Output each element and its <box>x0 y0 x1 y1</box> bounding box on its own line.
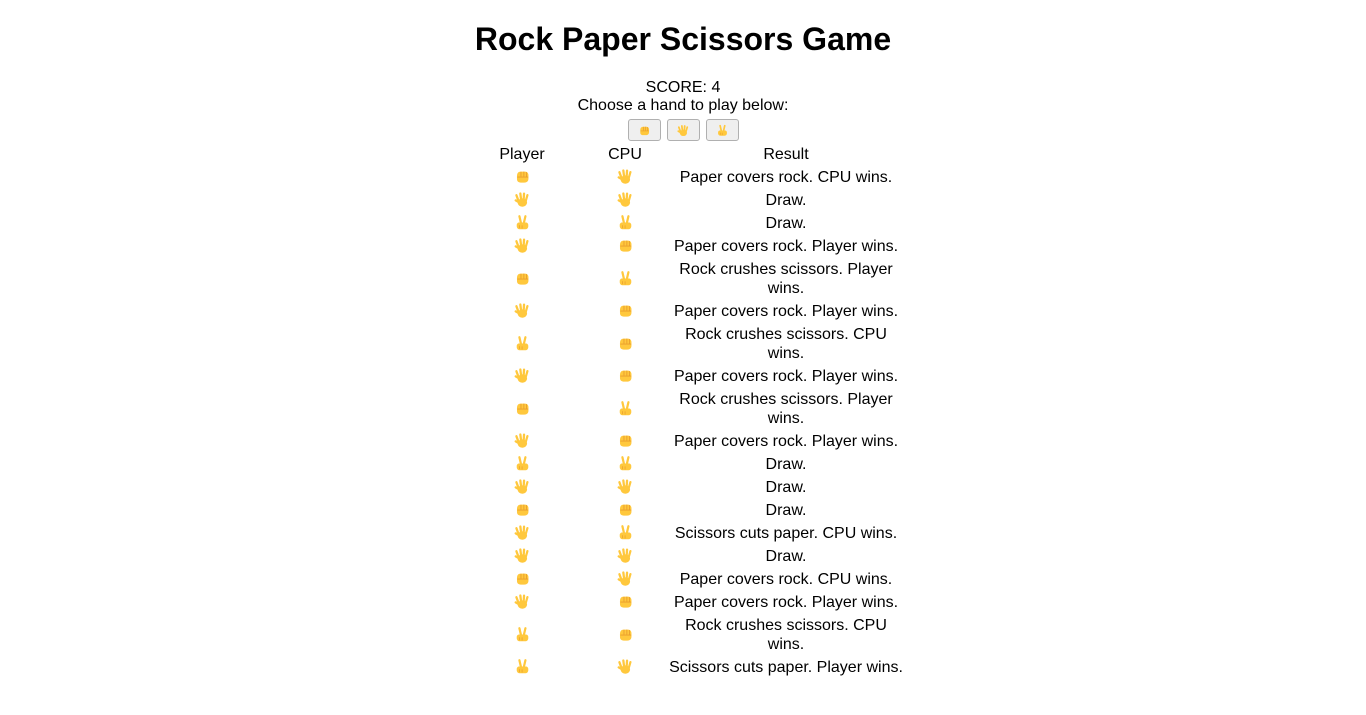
scissors-icon <box>617 270 634 287</box>
score-value: 4 <box>711 79 721 96</box>
paper-icon <box>617 570 634 587</box>
cpu-hand-cell <box>582 189 668 212</box>
rock-icon <box>617 593 634 610</box>
paper-icon <box>514 367 531 384</box>
scissors-icon <box>514 455 531 472</box>
result-text: Scissors cuts paper. Player wins. <box>669 659 903 676</box>
rock-icon <box>617 501 634 518</box>
player-hand-cell <box>462 388 582 430</box>
cpu-hand-cell <box>582 522 668 545</box>
scissors-icon <box>617 400 634 417</box>
paper-icon <box>617 658 634 675</box>
paper-icon <box>514 191 531 208</box>
cpu-hand-cell <box>582 568 668 591</box>
history-row <box>462 656 904 679</box>
paper-icon <box>514 593 531 610</box>
rock-icon <box>514 400 531 417</box>
history-row <box>462 166 904 189</box>
player-hand-cell <box>462 453 582 476</box>
cpu-hand-cell <box>582 388 668 430</box>
player-hand-cell <box>462 365 582 388</box>
player-hand-cell <box>462 476 582 499</box>
history-row <box>462 430 904 453</box>
history-row <box>462 614 904 656</box>
result-text: Paper covers rock. CPU wins. <box>679 571 893 588</box>
paper-icon <box>514 432 531 449</box>
column-header-result: Result <box>763 146 809 163</box>
player-hand-cell <box>462 212 582 235</box>
history-table <box>462 143 904 679</box>
cpu-hand-cell <box>582 591 668 614</box>
cpu-hand-cell <box>582 300 668 323</box>
result-text: Draw. <box>765 548 807 565</box>
result-text: Paper covers rock. Player wins. <box>673 303 899 320</box>
scissors-button[interactable] <box>706 119 739 141</box>
paper-icon <box>617 478 634 495</box>
result-text: Draw. <box>765 456 807 473</box>
cpu-hand-cell <box>582 212 668 235</box>
cpu-hand-cell <box>582 430 668 453</box>
rock-icon <box>514 270 531 287</box>
paper-icon <box>617 547 634 564</box>
result-text: Draw. <box>765 502 807 519</box>
column-header-player: Player <box>499 146 545 163</box>
score-label: SCORE: <box>645 79 707 96</box>
player-hand-cell <box>462 656 582 679</box>
rock-button[interactable] <box>628 119 661 141</box>
player-hand-cell <box>462 235 582 258</box>
cpu-hand-cell <box>582 614 668 656</box>
header-row <box>462 143 904 166</box>
scissors-icon <box>617 455 634 472</box>
cpu-hand-cell <box>582 166 668 189</box>
scissors-icon <box>617 214 634 231</box>
result-text: Paper covers rock. Player wins. <box>673 594 899 611</box>
scissors-icon <box>514 214 531 231</box>
result-text: Draw. <box>765 192 807 209</box>
history-row <box>462 189 904 212</box>
history-row <box>462 388 904 430</box>
rock-icon <box>617 626 634 643</box>
player-hand-cell <box>462 545 582 568</box>
rock-icon <box>514 570 531 587</box>
hand-buttons <box>0 119 1366 141</box>
cpu-hand-cell <box>582 499 668 522</box>
page-title: Rock Paper Scissors Game <box>474 21 892 57</box>
player-hand-cell <box>462 591 582 614</box>
rock-icon <box>617 432 634 449</box>
paper-icon <box>617 168 634 185</box>
history-row <box>462 300 904 323</box>
paper-icon <box>514 524 531 541</box>
scissors-icon <box>514 626 531 643</box>
player-hand-cell <box>462 430 582 453</box>
history-body <box>462 166 904 679</box>
history-header <box>462 143 904 166</box>
paper-icon <box>514 302 531 319</box>
player-hand-cell <box>462 166 582 189</box>
cpu-hand-cell <box>582 258 668 300</box>
history-row <box>462 453 904 476</box>
scissors-icon <box>514 335 531 352</box>
player-hand-cell <box>462 300 582 323</box>
paper-button[interactable] <box>667 119 700 141</box>
cpu-hand-cell <box>582 235 668 258</box>
cpu-hand-cell <box>582 545 668 568</box>
scissors-icon <box>716 124 729 137</box>
paper-icon <box>514 237 531 254</box>
history-row <box>462 545 904 568</box>
history-row <box>462 522 904 545</box>
cpu-hand-cell <box>582 365 668 388</box>
column-header-cpu: CPU <box>608 146 642 163</box>
rock-icon <box>514 501 531 518</box>
history-row <box>462 365 904 388</box>
result-text: Paper covers rock. Player wins. <box>673 433 899 450</box>
prompt-text: Choose a hand to play below: <box>577 97 789 114</box>
history-row <box>462 235 904 258</box>
player-hand-cell <box>462 522 582 545</box>
history-row <box>462 568 904 591</box>
rock-icon <box>617 302 634 319</box>
rock-icon <box>617 367 634 384</box>
history-row <box>462 499 904 522</box>
result-text: Paper covers rock. Player wins. <box>673 368 899 385</box>
history-row <box>462 258 904 300</box>
paper-icon <box>514 478 531 495</box>
player-hand-cell <box>462 258 582 300</box>
rock-icon <box>638 124 651 137</box>
rock-icon <box>617 237 634 254</box>
result-text: Draw. <box>765 215 807 232</box>
player-hand-cell <box>462 614 582 656</box>
scissors-icon <box>514 658 531 675</box>
result-text: Scissors cuts paper. CPU wins. <box>674 525 898 542</box>
player-hand-cell <box>462 568 582 591</box>
cpu-hand-cell <box>582 323 668 365</box>
paper-icon <box>514 547 531 564</box>
cpu-hand-cell <box>582 476 668 499</box>
result-text: Rock crushes scissors. CPU wins. <box>685 326 887 362</box>
result-text: Paper covers rock. Player wins. <box>673 238 899 255</box>
result-text: Paper covers rock. CPU wins. <box>679 169 893 186</box>
score-text <box>0 79 1366 97</box>
rock-icon <box>617 335 634 352</box>
history-row <box>462 591 904 614</box>
cpu-hand-cell <box>582 453 668 476</box>
result-text: Rock crushes scissors. Player wins. <box>679 391 893 427</box>
player-hand-cell <box>462 499 582 522</box>
player-hand-cell <box>462 323 582 365</box>
history-row <box>462 323 904 365</box>
result-text: Rock crushes scissors. CPU wins. <box>685 617 887 653</box>
player-hand-cell <box>462 189 582 212</box>
result-text: Rock crushes scissors. Player wins. <box>679 261 893 297</box>
scissors-icon <box>617 524 634 541</box>
history-row <box>462 212 904 235</box>
history-row <box>462 476 904 499</box>
rock-icon <box>514 168 531 185</box>
cpu-hand-cell <box>582 656 668 679</box>
paper-icon <box>617 191 634 208</box>
result-text: Draw. <box>765 479 807 496</box>
paper-icon <box>677 124 690 137</box>
